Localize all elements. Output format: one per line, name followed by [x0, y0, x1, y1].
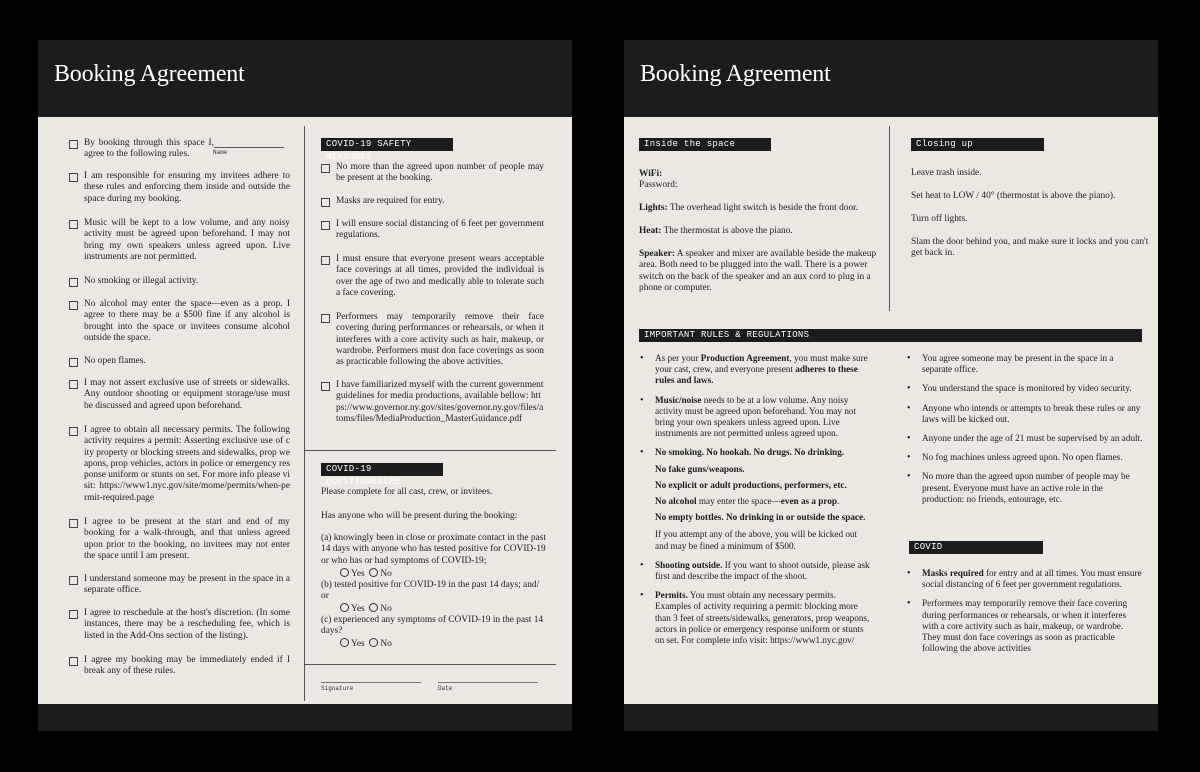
questionnaire-intro: Please complete for all cast, crew, or invitees. [321, 487, 493, 497]
name-label: Name [213, 149, 228, 156]
speaker-value: A speaker and mixer are available beside the makeup area. Both need to be plugged into the wall. There is a power switch on the back of the speaker and an aux cord to plug in a phone or computer. [639, 249, 877, 293]
yes-label: Yes [351, 569, 365, 579]
rule-no-empty-bottles: No empty bottles. No drinking in or outside the space. [655, 512, 866, 523]
rule-item: I agree to reschedule at the host's discretion. (In some instances, there may be a rescheduling fee, which is listed in the Add-Ons section of the listing). [84, 608, 290, 641]
rule-checkbox[interactable] [69, 519, 78, 528]
rule-no-smoking: • No smoking. No hookah. No drugs. No drinking. [639, 447, 871, 458]
covid-label: COVID [909, 541, 1043, 554]
rules-label: IMPORTANT RULES & REGULATIONS [639, 329, 1142, 342]
lights-value: The overhead light switch is beside the front door. [669, 203, 859, 213]
booking-agreement-page-1 [38, 40, 572, 731]
covid-item: I have familiarized myself with the current government guidelines for media productions, available bellow: https://www.governor.ny.gov/sites/governor.ny.gov/files/atoms/files/MediaProduction_MasterGuidance.pdf [336, 380, 544, 424]
section-divider [304, 664, 556, 665]
rule-item: Music will be kept to a low volume, and any noisy activity must be agreed upon beforehand. I may not bring my own speakers unless agreed upon. Live instruments are not permitted. [84, 218, 290, 262]
rule-item: No alcohol may enter the space—even as a prop. I agree to there may be a $500 fine if any alcohol is brought into the space or invitees consume alcohol outside the space. [84, 299, 290, 343]
rule-checkbox[interactable] [69, 140, 78, 149]
yes-radio[interactable] [340, 568, 349, 577]
rule-kicked-out: If you attempt any of the above, you will be kicked out and may be fined a minimum of $500. [655, 529, 858, 551]
rule-item: • Anyone under the age of 21 must be supervised by an adult. [906, 433, 1144, 444]
yes-radio[interactable] [340, 638, 349, 647]
rule-masks: • Masks required for entry and at all times. You must ensure social distancing of 6 feet per government regulations. [906, 568, 1144, 590]
page-header [38, 40, 572, 117]
column-divider [304, 126, 305, 701]
rule-checkbox[interactable] [69, 358, 78, 367]
rule-checkbox[interactable] [69, 173, 78, 182]
column-divider [889, 126, 890, 311]
rule-no-alcohol: No alcohol may enter the space—even as a prop. [655, 496, 840, 507]
rule-checkbox[interactable] [69, 657, 78, 666]
covid-checkbox[interactable] [321, 164, 330, 173]
speaker-label: Speaker: [639, 249, 675, 259]
heat-label: Heat: [639, 226, 662, 236]
closing-up-label: Closing up [911, 138, 1044, 151]
rule-checkbox[interactable] [69, 576, 78, 585]
rule-checkbox[interactable] [69, 220, 78, 229]
covid-checkbox[interactable] [321, 314, 330, 323]
rule-checkbox[interactable] [69, 380, 78, 389]
booking-agreement-page-2 [624, 40, 1158, 731]
no-label: No [380, 569, 392, 579]
rule-checkbox[interactable] [69, 278, 78, 287]
covid-checkbox[interactable] [321, 221, 330, 230]
rule-item: No open flames. [84, 356, 146, 366]
no-label: No [380, 639, 392, 649]
no-radio[interactable] [369, 568, 378, 577]
questionnaire-lead: Has anyone who will be present during the booking: [321, 511, 518, 521]
rule-item: • No more than the agreed upon number of people may be present. Everyone must have an active role in the production: no friends, entourage, etc. [906, 471, 1144, 505]
rule-item: • No fog machines unless agreed upon. No open flames. [906, 452, 1144, 463]
rule-item: No smoking or illegal activity. [84, 276, 199, 286]
no-radio[interactable] [369, 638, 378, 647]
rule-item: I am responsible for ensuring my invitees adhere to these rules and enforcing them inside and outside the space during my booking. [84, 171, 290, 204]
page-title: Booking Agreement [640, 61, 831, 87]
yes-label: Yes [351, 639, 365, 649]
rule-item: I agree my booking may be immediately ended if I break any of these rules. [84, 655, 290, 677]
rule-checkbox[interactable] [69, 610, 78, 619]
closing-item: Leave trash inside. [911, 168, 982, 178]
question-c: (c) experienced any symptoms of COVID-19 in the past 14 days? [321, 615, 544, 637]
question-a: (a) knowingly been in close or proximate contact in the past 14 days with anyone who has tested positive for COVID-19 or who has or had symptoms of COVID-19; [321, 533, 546, 566]
rule-item: • You understand the space is monitored by video security. [906, 383, 1144, 394]
covid-checkbox[interactable] [321, 382, 330, 391]
heat-text [639, 226, 879, 237]
rule-no-fake-guns: No fake guns/weapons. [655, 463, 745, 474]
lights-label: Lights: [639, 203, 668, 213]
date-label: Date [438, 685, 453, 692]
covid-item: Masks are required for entry. [336, 196, 445, 206]
heat-value: The thermostat is above the piano. [663, 226, 793, 236]
rule-music: • Music/noise needs to be at a low volume. Any noisy activity must be agreed upon beforehand. You may not bring your own speakers unless agreed upon. Live instruments are not permitted unless agreed upon. [639, 395, 871, 440]
rule-item: By booking through this space I, agree to the following rules. [84, 138, 214, 160]
covid-item: I will ensure social distancing of 6 feet per government regulations. [336, 219, 544, 241]
question-b: (b) tested positive for COVID-19 in the past 14 days; and/ or [321, 580, 540, 602]
rule-item: I agree to obtain all necessary permits. The following activity requires a permit: Asserting exclusive use of city property or blocking streets and sidewalks, prop weapons, prop vehicles, actors in police or emergency response uniform or stunts on set. For more info please visit: https://www1.nyc.gov/site/mome/permits/when-permit-required.page [84, 425, 290, 503]
lights-text [639, 203, 879, 214]
covid-item: I must ensure that everyone present wears acceptable face coverings at all times, provided the individual is over the age of two and medically able to tolerate such a face covering. [336, 254, 544, 298]
rules-left-column [639, 353, 871, 654]
question-c-answers [340, 638, 392, 650]
rule-production-agreement: • As per your Production Agreement, you must make sure your cast, crew, and everyone present adheres to these rules and laws. [639, 353, 871, 387]
covid-rules [906, 568, 1144, 662]
speaker-text [639, 249, 879, 294]
page-footer [624, 704, 1158, 731]
rule-shooting-outside: • Shooting outside. If you want to shoot outside, please ask first and describe the impact of the shoot. [639, 560, 871, 582]
wifi-label: WiFi: [639, 169, 663, 179]
no-radio[interactable] [369, 603, 378, 612]
rule-item: I understand someone may be present in the space in a separate office. [84, 574, 290, 596]
question-b-answers [340, 603, 392, 615]
covid-safety-label: COVID-19 SAFETY MEASURES [321, 138, 453, 151]
page-header [624, 40, 1158, 117]
yes-label: Yes [351, 604, 365, 614]
closing-item: Turn off lights. [911, 214, 968, 224]
rule-item: • Anyone who intends or attempts to break these rules or any laws will be kicked out. [906, 403, 1144, 425]
page-footer [38, 704, 572, 731]
rule-no-explicit: No explicit or adult productions, performers, etc. [655, 479, 847, 490]
password-label: Password: [639, 180, 678, 190]
no-label: No [380, 604, 392, 614]
rules-right-column [906, 353, 1144, 513]
covid-checkbox[interactable] [321, 256, 330, 265]
yes-radio[interactable] [340, 603, 349, 612]
covid-item: Performers may temporarily remove their face covering during performances or rehearsals, or when it interferes with a core activity such as hair, makeup, or wardrobe. Performers must don face coverings as soon as practicable following the above activities. [336, 312, 544, 368]
rule-permits: • Permits. You must obtain any necessary permits. Examples of activity requiring a permit: blocking more than 3 feet of streets/sidewalks, generators, prop weapons, actors in police or emergency response uniform or stunts on set. For complete info visit: https://www1.nyc.gov/ [639, 590, 871, 646]
questionnaire-label: COVID-19 QUESTIONNAIRE [321, 463, 443, 476]
rule-performers: • Performers may temporarily remove their face covering during performances or rehearsals, or when it interferes with a core activity such as hair, makeup, or wardrobe. They must don face coverings as soon as practicable following the above activities [906, 598, 1144, 654]
closing-item: Set heat to LOW / 40° (thermostat is above the piano). [911, 191, 1116, 201]
signature-line[interactable] [321, 682, 421, 683]
section-divider [304, 450, 556, 451]
date-line[interactable] [438, 682, 538, 683]
rule-item: I agree to be present at the start and end of my booking for a walk-through, and that unless agreed upon prior to the booking, no invitees may not enter the space until I am present. [84, 517, 290, 561]
closing-item: Slam the door behind you, and make sure it locks and you can't get back in. [911, 237, 1149, 259]
rule-checkbox[interactable] [69, 301, 78, 310]
signature-label: Signature [321, 685, 354, 692]
rule-checkbox[interactable] [69, 427, 78, 436]
rule-item: I may not assert exclusive use of streets or sidewalks. Any outdoor shooting or equipment storage/use must be discussed and agreed upon beforehand. [84, 378, 290, 411]
covid-item: No more than the agreed upon number of people may be present at the booking. [336, 162, 544, 184]
question-a-answers [340, 568, 392, 580]
name-line[interactable] [214, 147, 284, 148]
inside-space-label: Inside the space [639, 138, 771, 151]
rule-item: • You agree someone may be present in the space in a separate office. [906, 353, 1144, 375]
page-title: Booking Agreement [54, 61, 245, 87]
covid-checkbox[interactable] [321, 198, 330, 207]
